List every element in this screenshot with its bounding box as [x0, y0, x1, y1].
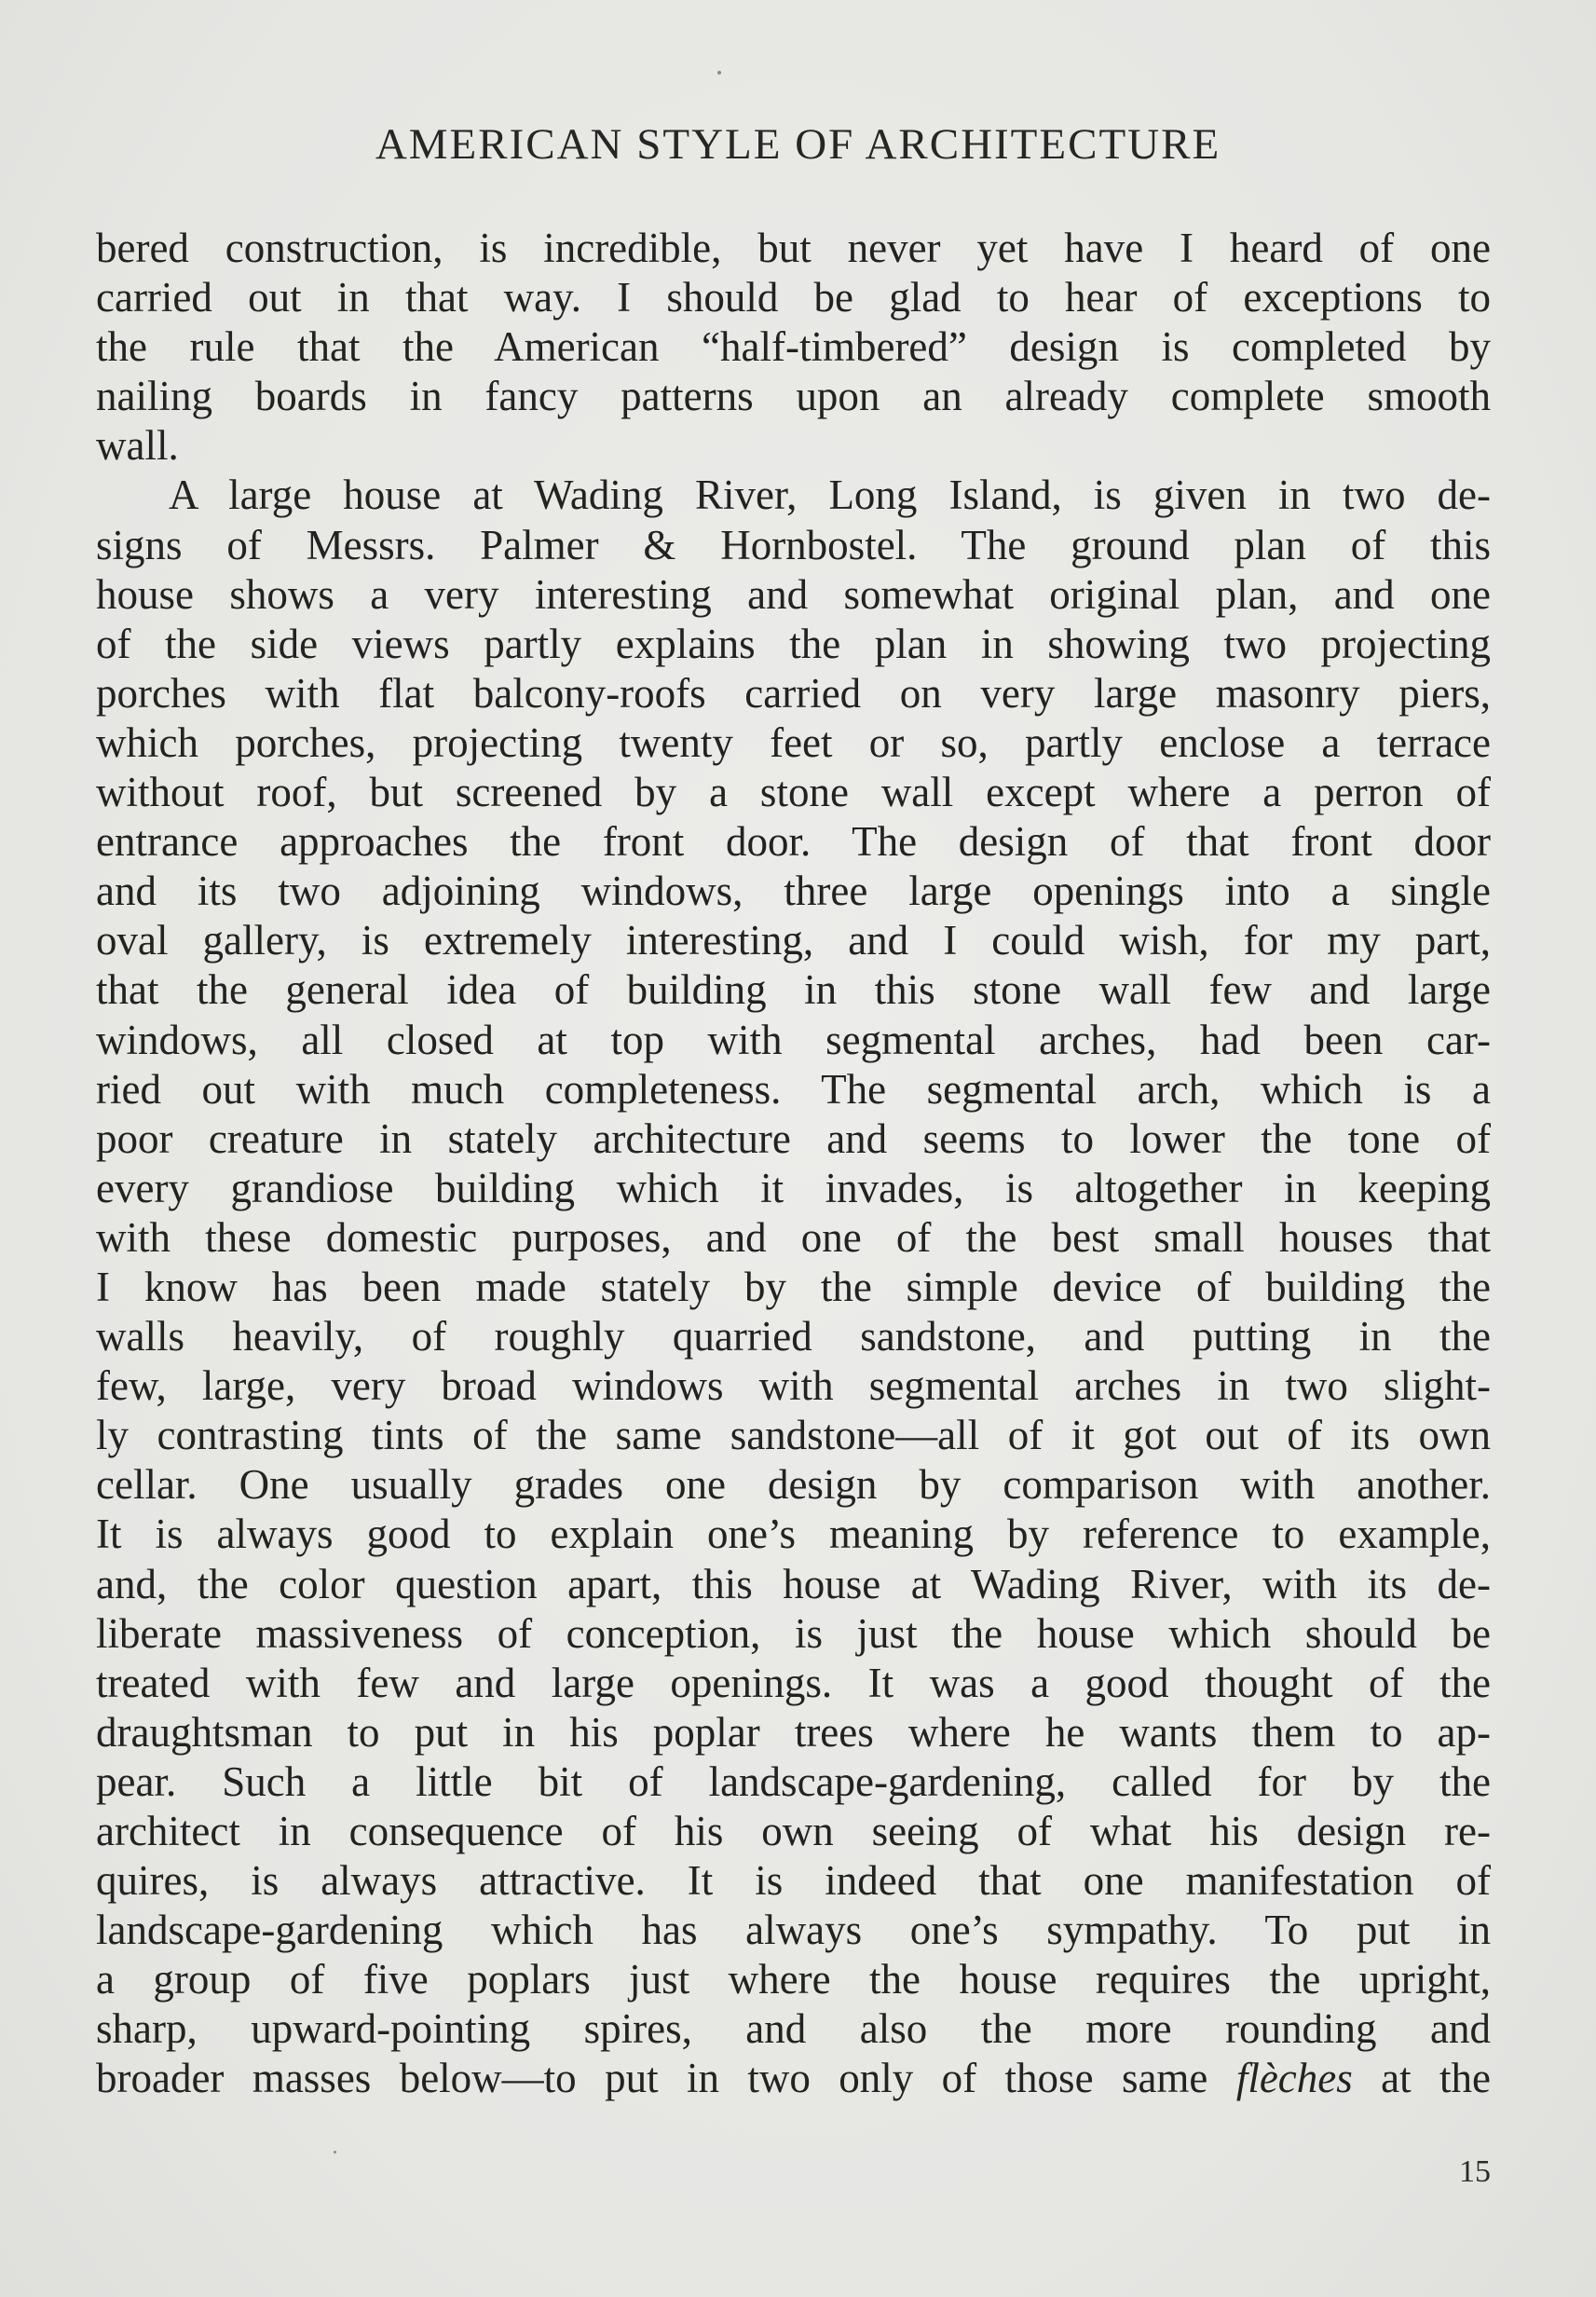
text-line: entrance approaches the front door. The design of that front door	[96, 818, 1491, 866]
text-line: pear. Such a little bit of landscape-gardening, called for by the	[96, 1757, 1491, 1805]
text-line: poor creature in stately architecture and seems to lower the tone of	[96, 1114, 1491, 1162]
text-line: oval gallery, is extremely interesting, and I could wish, for my part,	[96, 917, 1491, 964]
text-line: ly contrasting tints of the same sandstone—all of it got out of its own	[96, 1412, 1491, 1459]
text-line: It is always good to explain one’s meaning by reference to example,	[96, 1511, 1491, 1558]
text-line: bered construction, is incredible, but never yet have I heard of one	[96, 225, 1491, 271]
body-text	[96, 224, 1491, 2104]
text-line: nailing boards in fancy patterns upon an already complete smooth	[96, 373, 1491, 420]
running-head: AMERICAN STYLE OF ARCHITECTURE	[375, 120, 1221, 169]
text-line: ried out with much completeness. The segmental arch, which is a	[96, 1065, 1491, 1113]
text-line: with these domestic purposes, and one of the best small houses that	[96, 1213, 1491, 1261]
text-line: signs of Messrs. Palmer & Hornbostel. The ground plan of this	[96, 521, 1491, 568]
text-line: house shows a very interesting and somewhat original plan, and one	[96, 570, 1491, 618]
text-line: windows, all closed at top with segmental arches, had been car-	[96, 1016, 1491, 1063]
text-line: I know has been made stately by the simple device of building the	[96, 1263, 1491, 1310]
text-line: and its two adjoining windows, three large openings into a single	[96, 868, 1491, 915]
text-line: draughtsman to put in his poplar trees where he wants them to ap-	[96, 1708, 1491, 1756]
text-line: every grandiose building which it invades, is altogether in keeping	[96, 1164, 1491, 1211]
italic-word: flèches	[1235, 2055, 1353, 2102]
paper-speck	[717, 71, 721, 75]
text-line: carried out in that way. I should be glad to hear of exceptions to	[96, 274, 1491, 321]
text-line: a group of five poplars just where the house requires the upright,	[96, 1956, 1491, 2003]
text-line: that the general idea of building in this stone wall few and large	[96, 966, 1491, 1014]
text-line: few, large, very broad windows with segmental arches in two slight-	[96, 1362, 1491, 1410]
text-line: quires, is always attractive. It is indeed that one manifestation of	[96, 1857, 1491, 1905]
last-line-end: at the	[1381, 2055, 1492, 2102]
text-line: of the side views partly explains the plan in showing two projecting	[96, 620, 1491, 667]
text-line: porches with flat balcony-roofs carried on very large masonry piers,	[96, 669, 1491, 717]
text-line: architect in consequence of his own seeing of what his design re-	[96, 1808, 1491, 1854]
text-line: walls heavily, of roughly quarried sandstone, and putting in the	[96, 1313, 1491, 1360]
text-line: without roof, but screened by a stone wall except where a perron of	[96, 769, 1491, 816]
last-line-start: broader masses below—to put in two only of those same	[96, 2055, 1208, 2102]
text-line: liberate massiveness of conception, is just the house which should be	[96, 1609, 1491, 1657]
paper-speck	[334, 2151, 336, 2153]
text-line: and, the color question apart, this house at Wading River, with its de-	[96, 1560, 1491, 1607]
text-line: wall.	[96, 422, 179, 470]
text-line: landscape-gardening which has always one’s sympathy. To put in	[96, 1907, 1491, 1954]
paragraph-first-line: A large house at Wading River, Long Island, is given in two de-	[169, 472, 1491, 519]
text-line: which porches, projecting twenty feet or so, partly enclose a terrace	[96, 718, 1491, 766]
page-number: 15	[1459, 2154, 1491, 2189]
text-line: treated with few and large openings. It was a good thought of the	[96, 1659, 1491, 1706]
text-line: cellar. One usually grades one design by comparison with another.	[96, 1461, 1491, 1509]
text-line: the rule that the American “half-timbered” design is completed by	[96, 323, 1491, 371]
text-line: sharp, upward-pointing spires, and also the more rounding and	[96, 2005, 1491, 2053]
text-line-last	[96, 2054, 1491, 2103]
